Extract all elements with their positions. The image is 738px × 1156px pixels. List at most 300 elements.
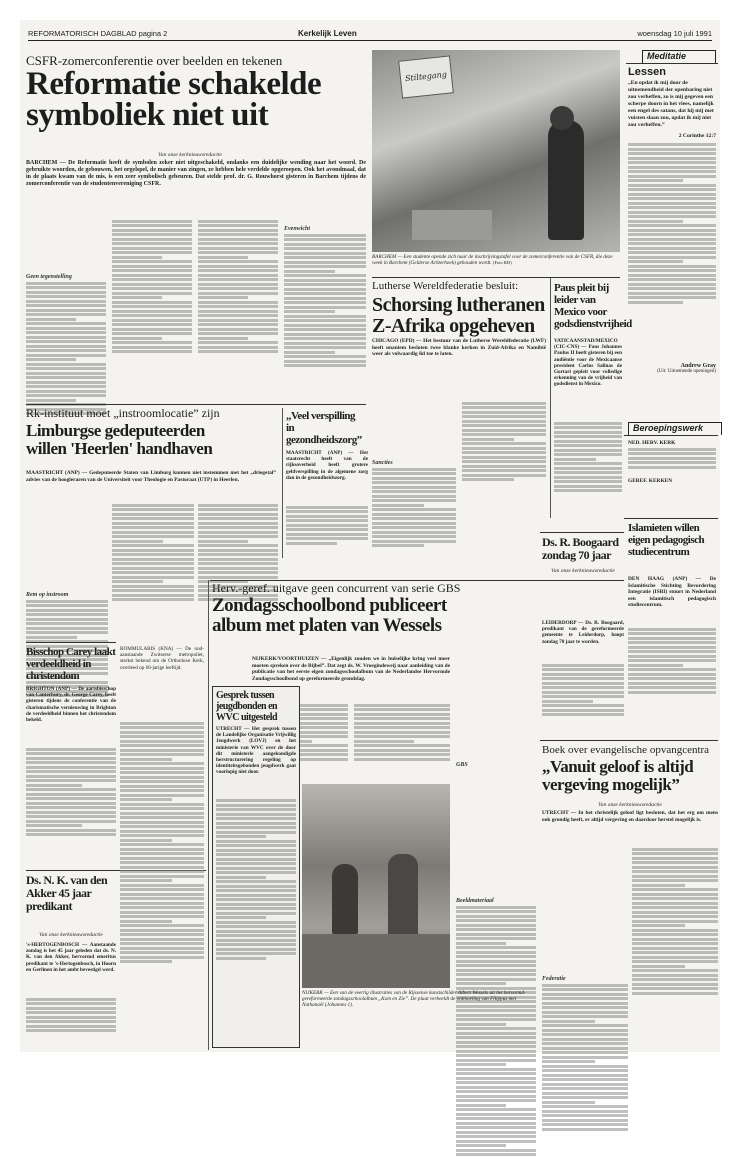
subheading: Rem op instroom bbox=[26, 592, 69, 598]
text-line bbox=[216, 934, 296, 937]
text-line bbox=[542, 1065, 628, 1068]
text-line bbox=[456, 1041, 536, 1044]
vandenakker-headline: Ds. N. K. van den Akker 45 jaar predikant bbox=[26, 873, 108, 913]
carey-body bbox=[26, 746, 116, 866]
text-line bbox=[542, 695, 624, 698]
text-line bbox=[284, 292, 366, 295]
text-line bbox=[284, 283, 366, 286]
text-line bbox=[628, 206, 716, 209]
text-line bbox=[198, 310, 278, 313]
text-line bbox=[456, 924, 536, 927]
text-line bbox=[542, 664, 624, 667]
headline-line: vergeving mogelijk” bbox=[542, 775, 680, 794]
text-line bbox=[462, 411, 546, 414]
text-line bbox=[120, 744, 204, 747]
text-line bbox=[632, 911, 718, 914]
text-line bbox=[120, 861, 204, 864]
text-line bbox=[216, 799, 296, 802]
text-line bbox=[284, 279, 366, 282]
text-line bbox=[198, 265, 278, 268]
text-line bbox=[628, 233, 716, 236]
text-line bbox=[26, 349, 106, 352]
text-line bbox=[372, 522, 456, 525]
text-line bbox=[456, 933, 536, 936]
text-line bbox=[198, 571, 278, 574]
text-line bbox=[354, 758, 450, 761]
text-line bbox=[456, 1140, 536, 1143]
text-line bbox=[542, 704, 624, 707]
text-line bbox=[456, 1045, 536, 1048]
text-line bbox=[112, 549, 194, 552]
text-line bbox=[26, 345, 106, 348]
text-line bbox=[26, 300, 106, 303]
text-line bbox=[284, 360, 366, 363]
text-line bbox=[372, 540, 456, 543]
text-line bbox=[26, 385, 106, 388]
text-line bbox=[462, 420, 546, 423]
article-lead: NIJKERK/VOORTHUIZEN — „Eigenlijk zouden we in hulselijke kring veel meer moeten spreken over de Bijbel”. Dat zegt ds. W. Vroegindeweij naar aanleiding van de publicatie van het eerste eigen zondagsschoolalbum van de Nederlandse Hervormde Zondagsschoolbond op gereformeerde grondslag. bbox=[252, 656, 450, 682]
article-reformatie-header bbox=[26, 54, 366, 144]
text-line bbox=[284, 252, 366, 255]
text-line bbox=[26, 282, 106, 285]
text-line bbox=[26, 627, 108, 630]
text-line bbox=[112, 278, 192, 281]
text-line bbox=[628, 677, 716, 680]
text-line bbox=[542, 686, 624, 689]
text-line bbox=[372, 513, 456, 516]
text-line bbox=[198, 558, 278, 561]
text-line bbox=[198, 269, 278, 272]
text-line bbox=[542, 673, 624, 676]
text-line bbox=[628, 143, 716, 146]
text-line bbox=[284, 319, 366, 322]
text-line bbox=[284, 256, 366, 259]
text-line bbox=[120, 929, 204, 932]
text-line bbox=[462, 447, 546, 450]
text-line bbox=[26, 367, 106, 370]
text-line bbox=[112, 283, 192, 286]
text-line bbox=[112, 256, 162, 259]
text-line bbox=[198, 247, 278, 250]
text-line bbox=[354, 726, 450, 729]
text-line bbox=[198, 242, 278, 245]
text-line bbox=[632, 884, 685, 887]
text-line bbox=[120, 938, 204, 941]
headline-line: Limburgse gedeputeerden bbox=[26, 421, 205, 440]
headline-line: Reformatie schakelde bbox=[26, 66, 322, 102]
text-line bbox=[216, 858, 296, 861]
text-line bbox=[216, 880, 296, 883]
text-line bbox=[628, 265, 716, 268]
text-line bbox=[456, 910, 536, 913]
text-line bbox=[198, 576, 278, 579]
text-line bbox=[216, 889, 296, 892]
text-line bbox=[632, 879, 718, 882]
text-line bbox=[120, 906, 204, 909]
text-line bbox=[198, 531, 278, 534]
text-line bbox=[462, 424, 546, 427]
article-body-col bbox=[456, 656, 536, 996]
text-line bbox=[120, 794, 204, 797]
text-line bbox=[628, 641, 716, 644]
text-line bbox=[372, 526, 456, 529]
text-line bbox=[216, 840, 296, 843]
headline-line: album met platen van Wessels bbox=[212, 615, 442, 636]
text-line bbox=[542, 1042, 628, 1045]
text-line bbox=[112, 337, 162, 340]
text-line bbox=[112, 567, 194, 570]
article-body-col bbox=[112, 218, 192, 398]
text-line bbox=[26, 775, 116, 778]
text-line bbox=[542, 1069, 628, 1072]
text-line bbox=[372, 544, 424, 547]
text-line bbox=[26, 752, 116, 755]
text-line bbox=[198, 517, 278, 520]
text-line bbox=[26, 622, 108, 625]
text-line bbox=[198, 544, 278, 547]
text-line bbox=[554, 462, 622, 465]
text-line bbox=[284, 346, 366, 349]
text-line bbox=[354, 731, 450, 734]
meditatie-source: (Uit: Uitnemende openingen) bbox=[657, 369, 716, 374]
text-line bbox=[628, 452, 716, 455]
text-line bbox=[542, 709, 624, 712]
text-line bbox=[198, 337, 248, 340]
text-line bbox=[216, 844, 296, 847]
text-line bbox=[456, 1050, 536, 1053]
text-line bbox=[26, 372, 106, 375]
text-line bbox=[112, 589, 194, 592]
text-line bbox=[216, 948, 296, 951]
text-line bbox=[542, 1047, 628, 1050]
text-line bbox=[628, 157, 716, 160]
text-line bbox=[456, 1023, 506, 1026]
text-line bbox=[542, 677, 624, 680]
article-body-col bbox=[632, 846, 718, 1046]
text-line bbox=[216, 835, 266, 838]
text-line bbox=[26, 748, 116, 751]
text-line bbox=[372, 517, 456, 520]
text-line bbox=[628, 655, 716, 658]
text-line bbox=[112, 580, 163, 583]
text-line bbox=[198, 251, 278, 254]
text-line bbox=[216, 952, 296, 955]
text-line bbox=[216, 898, 296, 901]
text-line bbox=[216, 804, 296, 807]
wvc-headline: Gesprek tussen jeugdbonden en WVC uitgesteld bbox=[216, 690, 278, 723]
text-line bbox=[372, 481, 456, 484]
article-byline: Van onze kerknieuwsredactie bbox=[158, 152, 222, 158]
text-line bbox=[456, 1099, 536, 1102]
wvc-box bbox=[212, 686, 300, 1048]
text-line bbox=[542, 1074, 628, 1077]
text-line bbox=[284, 306, 366, 309]
text-line bbox=[112, 260, 192, 263]
text-line bbox=[112, 350, 192, 353]
text-line bbox=[354, 708, 450, 711]
text-line bbox=[554, 476, 622, 479]
text-line bbox=[198, 332, 278, 335]
text-line bbox=[112, 562, 194, 565]
text-line bbox=[554, 453, 622, 456]
text-line bbox=[120, 789, 204, 792]
article-body-col bbox=[542, 846, 628, 1046]
text-line bbox=[216, 903, 296, 906]
vandenakker-body bbox=[26, 996, 116, 1048]
beroepingswerk-list bbox=[628, 440, 716, 516]
text-line bbox=[372, 490, 456, 493]
text-line bbox=[112, 220, 192, 223]
text-line bbox=[354, 713, 450, 716]
text-line bbox=[26, 618, 108, 621]
text-line bbox=[26, 770, 116, 773]
text-line bbox=[628, 269, 716, 272]
text-line bbox=[456, 1059, 536, 1062]
text-line bbox=[26, 336, 106, 339]
text-line bbox=[216, 826, 296, 829]
text-line bbox=[628, 161, 716, 164]
text-line bbox=[542, 1029, 628, 1032]
text-line bbox=[456, 960, 536, 963]
text-line bbox=[26, 313, 106, 316]
text-line bbox=[632, 861, 718, 864]
vandenakker-lead: 's-HERTOGENBOSCH — Aanstaande zondag is het 45 jaar geleden dat ds. N. K. van den Akker, hervormd emeritus predikant te 's-Hertogenbosch, in Hoorn en Gerlinen in het ambt bevestigd werd. bbox=[26, 942, 116, 973]
text-line bbox=[628, 659, 716, 662]
text-line bbox=[632, 893, 718, 896]
text-line bbox=[112, 292, 192, 295]
text-line bbox=[456, 1144, 506, 1147]
text-line bbox=[120, 767, 204, 770]
text-line bbox=[372, 472, 456, 475]
text-line bbox=[120, 920, 172, 923]
text-line bbox=[456, 1077, 536, 1080]
text-line bbox=[120, 875, 204, 878]
text-line bbox=[112, 301, 192, 304]
text-line bbox=[372, 486, 456, 489]
text-line bbox=[372, 504, 424, 507]
article-limburg-header bbox=[26, 407, 276, 467]
text-line bbox=[542, 988, 628, 991]
text-line bbox=[632, 938, 718, 941]
text-line bbox=[372, 531, 456, 534]
text-line bbox=[456, 1072, 536, 1075]
text-line bbox=[112, 553, 194, 556]
text-line bbox=[120, 933, 204, 936]
illustration-wessels bbox=[302, 784, 450, 988]
text-line bbox=[198, 526, 278, 529]
text-line bbox=[628, 247, 716, 250]
text-line bbox=[26, 322, 106, 325]
text-line bbox=[198, 346, 278, 349]
figure bbox=[332, 864, 358, 934]
text-line bbox=[26, 631, 108, 634]
subheading: Beeldmateriaal bbox=[456, 898, 494, 904]
text-line bbox=[456, 1086, 536, 1089]
text-line bbox=[456, 964, 536, 967]
text-line bbox=[632, 920, 718, 923]
section-title: Kerkelijk Leven bbox=[298, 29, 357, 38]
text-line bbox=[456, 1068, 536, 1071]
text-line bbox=[120, 947, 204, 950]
text-line bbox=[120, 870, 204, 873]
subheading: Sancties bbox=[372, 460, 393, 466]
text-line bbox=[628, 287, 716, 290]
text-line bbox=[628, 292, 716, 295]
text-line bbox=[456, 1027, 536, 1030]
text-line bbox=[372, 535, 456, 538]
text-line bbox=[198, 508, 278, 511]
text-line bbox=[26, 394, 106, 397]
text-line bbox=[26, 1007, 116, 1010]
text-line bbox=[284, 337, 366, 340]
text-line bbox=[284, 243, 366, 246]
text-line bbox=[26, 820, 116, 823]
article-boek-header bbox=[542, 744, 718, 800]
text-line bbox=[112, 265, 192, 268]
text-line bbox=[632, 902, 718, 905]
text-line bbox=[542, 1119, 628, 1122]
text-line bbox=[542, 1015, 628, 1018]
text-line bbox=[632, 978, 718, 981]
boogaard-lead: LEIDERDORP — Ds. R. Boogaard, predikant van de gereformeerde gemeente te Leiderdorp, hoopt zondag 70 jaar te worden. bbox=[542, 620, 624, 645]
text-line bbox=[632, 942, 718, 945]
text-line bbox=[120, 758, 172, 761]
text-line bbox=[542, 1056, 628, 1059]
text-line bbox=[26, 340, 106, 343]
article-kicker: Boek over evangelische opvangcentra bbox=[542, 744, 710, 756]
text-line bbox=[632, 888, 718, 891]
text-line bbox=[284, 364, 366, 367]
text-line bbox=[112, 526, 194, 529]
text-line bbox=[112, 287, 192, 290]
text-line bbox=[632, 933, 718, 936]
text-line bbox=[628, 152, 716, 155]
text-line bbox=[112, 571, 194, 574]
text-line bbox=[112, 319, 192, 322]
text-line bbox=[542, 1011, 628, 1014]
text-line bbox=[542, 1051, 628, 1054]
text-line bbox=[120, 749, 204, 752]
text-line bbox=[462, 451, 546, 454]
text-line bbox=[26, 1016, 116, 1019]
text-line bbox=[456, 978, 536, 981]
text-line bbox=[462, 429, 546, 432]
article-headline: „Veel verspilling bbox=[286, 410, 356, 422]
meditatie-title: Lessen bbox=[628, 66, 666, 78]
text-line bbox=[628, 664, 683, 667]
verspilling-lead: MAASTRICHT (ANP) — Het staatsrecht heeft van de rijksoverheid heeft grotere geldverspilling in de algemene zorg dan in de gezondheidszorg. bbox=[286, 450, 368, 481]
text-line bbox=[456, 906, 536, 909]
text-line bbox=[112, 341, 192, 344]
text-line bbox=[120, 942, 204, 945]
text-line bbox=[542, 1002, 628, 1005]
text-line bbox=[112, 314, 192, 317]
body-column bbox=[120, 720, 204, 1048]
text-line bbox=[554, 426, 622, 429]
illustration-caption: NIJKERK — Een van de veertig illustraties van de Rijssense kunstschilder Albert Wessels uit het hervormd-gereformeerde zondagsschoolalbum „Kom en Zie”. De plaat verbeeldt de ontmoeting van Filippus met Nathanaël (Johannes 1). bbox=[302, 990, 526, 1008]
text-line bbox=[628, 179, 683, 182]
subheading: Federatie bbox=[542, 976, 566, 982]
text-line bbox=[120, 803, 204, 806]
text-line bbox=[26, 309, 106, 312]
text-line bbox=[554, 458, 596, 461]
text-line bbox=[462, 442, 546, 445]
text-line bbox=[216, 885, 296, 888]
text-line bbox=[354, 735, 450, 738]
text-line bbox=[354, 749, 450, 752]
text-line bbox=[120, 830, 204, 833]
text-line bbox=[26, 604, 108, 607]
text-line bbox=[372, 499, 456, 502]
meditatie-author: Andrew Gray bbox=[680, 363, 716, 369]
islam-headline: Islamieten willen eigen pedagogisch studiecentrum bbox=[628, 522, 705, 558]
wvc-body bbox=[216, 799, 296, 1019]
carey-headline: Bisschop Carey laakt verdeeldheid in christendom bbox=[26, 646, 116, 682]
text-line bbox=[284, 261, 366, 264]
text-line bbox=[120, 780, 204, 783]
text-line bbox=[26, 811, 116, 814]
text-line bbox=[26, 609, 108, 612]
text-line bbox=[632, 947, 718, 950]
text-line bbox=[284, 238, 366, 241]
text-line bbox=[284, 310, 335, 313]
text-line bbox=[286, 506, 368, 509]
text-line bbox=[628, 686, 716, 689]
text-line bbox=[198, 319, 278, 322]
text-line bbox=[26, 824, 82, 827]
text-line bbox=[542, 997, 628, 1000]
text-line bbox=[120, 884, 204, 887]
text-line bbox=[112, 251, 192, 254]
wvc-lead: UTRECHT — Het gesprek tussen de Landelijke Organisatie Vrijwillig Jeugdwerk (LOVJ) en het ministerie van WVC over de door dit ministerie aangekondigde herstructurering regeling op identiteitsgebonden jeugdwerk gaat voorlopig niet door. bbox=[216, 726, 296, 776]
article-body-col bbox=[462, 400, 546, 510]
text-line bbox=[112, 346, 192, 349]
text-line bbox=[112, 544, 194, 547]
text-line bbox=[26, 757, 116, 760]
text-line bbox=[628, 283, 716, 286]
text-line bbox=[542, 691, 624, 694]
text-line bbox=[628, 188, 716, 191]
text-line bbox=[120, 902, 204, 905]
text-line bbox=[284, 333, 366, 336]
text-line bbox=[120, 897, 204, 900]
text-line bbox=[198, 283, 278, 286]
text-line bbox=[120, 825, 204, 828]
text-line bbox=[112, 233, 192, 236]
text-line bbox=[284, 234, 366, 237]
text-line bbox=[632, 897, 718, 900]
text-line bbox=[198, 540, 248, 543]
text-line bbox=[120, 722, 204, 725]
text-line bbox=[198, 350, 278, 353]
text-line bbox=[112, 508, 194, 511]
text-line bbox=[120, 785, 204, 788]
text-line bbox=[456, 1117, 536, 1120]
text-line bbox=[456, 1131, 536, 1134]
photo-credit: (Foto RD) bbox=[493, 260, 512, 265]
text-line bbox=[632, 974, 718, 977]
text-line bbox=[632, 866, 718, 869]
person-head bbox=[550, 106, 574, 130]
carey-lead: BRIGHTON (ANP) — De aartsbisschop van Canterbury, dr. George Carey, heeft gisteren tijdens de conferentie van de charismatische vernieuwing in Brighton de verdeeldheid binnen het christendom hekeld. bbox=[26, 686, 116, 724]
text-line bbox=[542, 1123, 628, 1126]
text-line bbox=[354, 753, 450, 756]
text-line bbox=[198, 224, 278, 227]
meditatie-column bbox=[628, 66, 716, 416]
brief-item: ROMMULARIS (KNA) — De oud-aanstaande Zwitserse metropoliet, sterkst bekend om de Orthodoxe Kerk, overleed op 66-jarige leeftijd. bbox=[120, 646, 204, 671]
text-line bbox=[628, 274, 716, 277]
text-line bbox=[554, 489, 622, 492]
